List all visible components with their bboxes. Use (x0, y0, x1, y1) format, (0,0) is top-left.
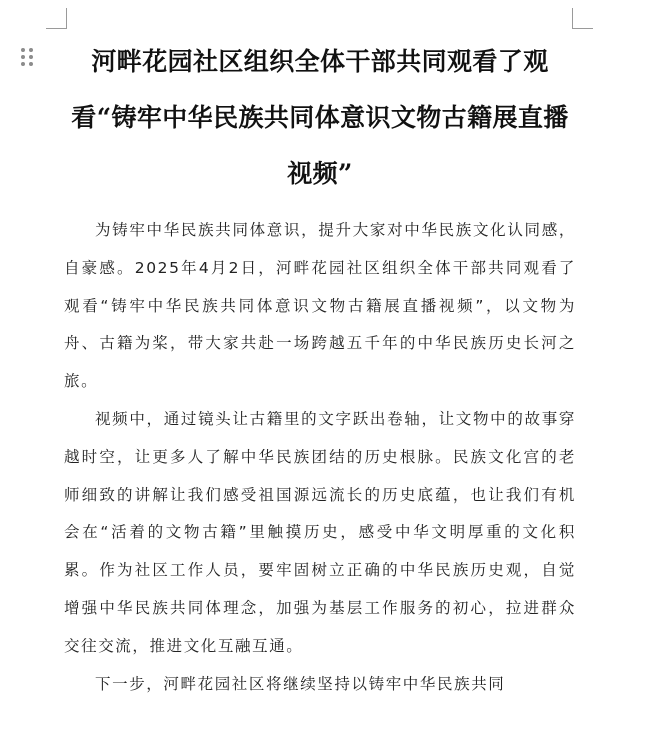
crop-mark-top-left (46, 8, 67, 29)
paragraph-1[interactable]: 为铸牢中华民族共同体意识，提升大家对中华民族文化认同感，自豪感。2025年4月2日，河畔花园社区组织全体干部共同观看了观看“铸牢中华民族共同体意识文物古籍展直播视频”，以文物为舟、古籍为桨，带大家共赴一场跨越五千年的中华民族历史长河之旅。 (64, 221, 576, 391)
document-title[interactable]: 河畔花园社区组织全体干部共同观看了观看“铸牢中华民族共同体意识文物古籍展直播视频” (71, 47, 569, 188)
paragraph-2[interactable]: 视频中，通过镜头让古籍里的文字跃出卷轴，让文物中的故事穿越时空，让更多人了解中华民族团结的历史根脉。民族文化宫的老师细致的讲解让我们感受祖国源远流长的历史底蕴，也让我们有机会在“活着的文物古籍”里触摸历史，感受中华文明厚重的文化积累。作为社区工作人员，要牢固树立正确的中华民族历史观，自觉增强中华民族共同体理念，加强为基层工作服务的初心，拉进群众交往交流，推进文化互融互通。 (64, 409, 576, 655)
drag-handle-icon[interactable] (19, 46, 35, 68)
crop-mark-top-right (572, 8, 593, 29)
document-body[interactable] (64, 34, 576, 703)
paragraph-3[interactable]: 下一步，河畔花园社区将继续坚持以铸牢中华民族共同 (95, 674, 506, 693)
